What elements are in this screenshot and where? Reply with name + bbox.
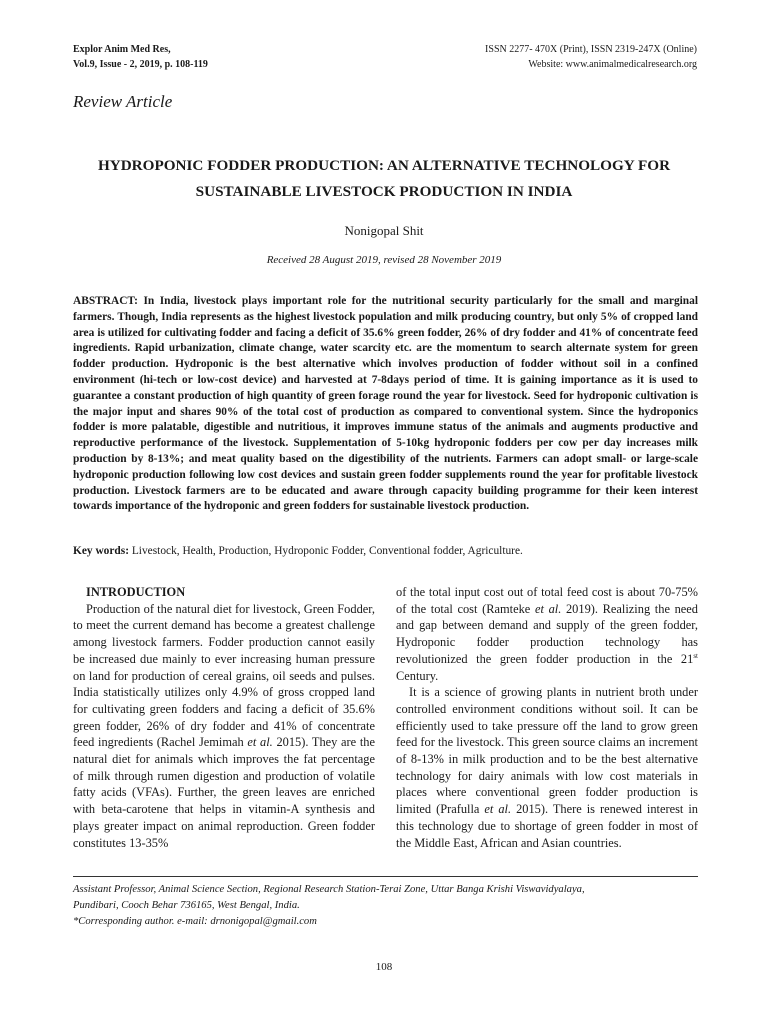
intro-paragraph-1: Production of the natural diet for livestock, Green Fodder, to meet the current demand has become a greatest challenge among livestock farmers. Fodder production cannot easily be increased due mainly to ever increasing human pressure on land for production of cereal grains, oil seeds and pulses. India statistically utilizes only 4.9% of gross cropped land for cultivating green fodders and facing a deficit of 35.6% green fodder, 26% of dry fodder and 41% of concentrate feed ingredients (Rachel Jemimah et al. 2015). They are the natural diet for animals which improves the fat percentage of milk through rumen digestion and production of volatile fatty acids (VFAs). Further, the green leaves are enriched with beta-carotene that helps in vitamin-A synthesis and plays greater impact on animal reproduction. Green fodder constitutes 13-35%	[73, 601, 376, 850]
keywords-list: Livestock, Health, Production, Hydroponic Fodder, Conventional fodder, Agriculture.	[129, 545, 523, 557]
issn: ISSN 2277- 470X (Print), ISSN 2319-247X (Online)	[485, 44, 697, 55]
left-column	[73, 584, 375, 851]
article-type: Review Article	[73, 92, 173, 111]
author-name: Nonigopal Shit	[344, 223, 424, 238]
title-line-2: SUSTAINABLE LIVESTOCK PRODUCTION IN INDIA	[195, 183, 573, 200]
website: Website: www.animalmedicalresearch.org	[528, 59, 697, 70]
section-heading-introduction: INTRODUCTION	[86, 585, 186, 599]
keywords	[73, 544, 698, 559]
journal-citation	[73, 42, 208, 72]
journal-name: Explor Anim Med Res,	[73, 44, 171, 55]
affiliation-line-1: Assistant Professor, Animal Science Section, Regional Research Station-Terai Zone, Uttar Banga Krishi Viswavidyalaya,	[73, 884, 585, 895]
footnote-divider	[73, 876, 698, 877]
abstract: ABSTRACT: In India, livestock plays important role for the nutritional security particularly for the small and marginal farmers. Though, India represents as the highest livestock population and milk producing country, but only 5% of cropped land area is utilized for cultivating fodder and facing a deficit of 35.6% green fodder, 26% of dry fodder and 41% of concentrate feed ingredients. Rapid urbanization, climate change, water scarcity etc. are the momentum to search alternate system for green fodder production. Hydroponic is the best alternative which involves production of fodder without soil in a confined environment (hi-tech or low-cost device) and harvested at 7-8days period of time. It is gaining importance as it is used to guarantee a constant production of high quantity of green forage round the year for livestock. Seed for hydroponic cultivation is the major input and shares 90% of the total cost of production as compared to conventional system. Since the hydroponics fodder is more palatable, digestible and nutritious, it improves immune status of the animals and augments productive and reproductive performance of the livestock. Supplementation of 5-10kg hydroponic fodders per cow per day increases milk production by 8-13%; and meat quality based on the digestibility of the nutrients. Farmers can adopt small- or large-scale hydroponic production following low cost devices and sustain green fodder supplements round the year for profitable livestock production. Livestock farmers are to be educated and aware through capacity building programme for their keen interest towards importance of the hydroponic and green fodders for sustainable livestock production.	[73, 295, 698, 513]
right-column	[396, 584, 698, 851]
journal-issn-block	[485, 42, 697, 72]
author-affiliation-footnote	[73, 882, 698, 930]
keywords-label: Key words:	[73, 545, 129, 557]
intro-paragraph-1-cont: of the total input cost out of total feed cost is about 70-75% of the total cost (Ramteke et al. 2019). Realizing the need and gap between demand and supply of the green fodder, Hydroponic fodder production technology has revolutionized the green fodder production in the 21st Century.	[396, 585, 698, 683]
page-number: 108	[375, 961, 393, 973]
journal-volume: Vol.9, Issue - 2, 2019, p. 108-119	[73, 59, 208, 70]
affiliation-line-2: Pundibari, Cooch Behar 736165, West Bengal, India.	[73, 900, 300, 911]
intro-paragraph-2: It is a science of growing plants in nutrient broth under controlled environment conditions without soil. It can be efficiently used to take pressure off the land to grow green feed for the livestock. This green source claims an increment of 8-13% in milk production and to be the best alternative technology for dairy animals with low cost materials in places where conventional green fodder production is limited (Prafulla et al. 2015). There is renewed interest in this technology due to shortage of green fodder in most of the Middle East, African and Asian countries.	[396, 685, 698, 850]
received-dates: Received 28 August 2019, revised 28 November 2019	[266, 254, 502, 266]
corresponding-author: *Corresponding author. e-mail: drnonigopal@gmail.com	[73, 916, 317, 927]
title-line-1: HYDROPONIC FODDER PRODUCTION: AN ALTERNATIVE TECHNOLOGY FOR	[97, 157, 671, 174]
paper-title	[60, 153, 708, 205]
